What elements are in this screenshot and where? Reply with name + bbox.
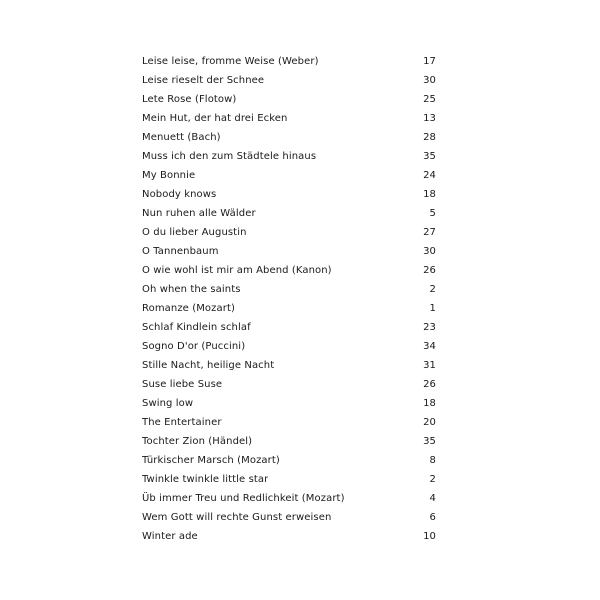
toc-entry-page-number: 10 bbox=[423, 531, 436, 542]
table-of-contents bbox=[142, 52, 436, 546]
toc-entry-page-number: 4 bbox=[429, 493, 436, 504]
toc-entry-title: O Tannenbaum bbox=[142, 246, 219, 257]
toc-entry bbox=[142, 527, 436, 546]
toc-entry-page-number: 30 bbox=[423, 246, 436, 257]
toc-entry-title: Twinkle twinkle little star bbox=[142, 474, 269, 485]
toc-entry bbox=[142, 90, 436, 109]
toc-entry-title: Menuett (Bach) bbox=[142, 132, 221, 143]
toc-entry bbox=[142, 223, 436, 242]
toc-entry bbox=[142, 318, 436, 337]
toc-entry-title: Schlaf Kindlein schlaf bbox=[142, 322, 251, 333]
toc-entry-page-number: 27 bbox=[423, 227, 436, 238]
toc-entry-title: Üb immer Treu und Redlichkeit (Mozart) bbox=[142, 493, 345, 504]
toc-entry-page-number: 23 bbox=[423, 322, 436, 333]
toc-entry-page-number: 2 bbox=[429, 474, 436, 485]
toc-entry-page-number: 2 bbox=[429, 284, 436, 295]
toc-entry-page-number: 26 bbox=[423, 265, 436, 276]
toc-entry-title: O du lieber Augustin bbox=[142, 227, 247, 238]
toc-entry-title: Wem Gott will rechte Gunst erweisen bbox=[142, 512, 332, 523]
toc-entry bbox=[142, 356, 436, 375]
toc-entry-page-number: 26 bbox=[423, 379, 436, 390]
toc-entry bbox=[142, 508, 436, 527]
toc-entry-title: O wie wohl ist mir am Abend (Kanon) bbox=[142, 265, 332, 276]
toc-entry-title: Muss ich den zum Städtele hinaus bbox=[142, 151, 317, 162]
toc-entry bbox=[142, 432, 436, 451]
toc-entry-page-number: 8 bbox=[429, 455, 436, 466]
toc-entry-page-number: 20 bbox=[423, 417, 436, 428]
toc-entry-title: Sogno D'or (Puccini) bbox=[142, 341, 246, 352]
toc-entry bbox=[142, 261, 436, 280]
toc-entry bbox=[142, 337, 436, 356]
toc-entry-page-number: 13 bbox=[423, 113, 436, 124]
toc-entry bbox=[142, 470, 436, 489]
toc-entry-title: Oh when the saints bbox=[142, 284, 241, 295]
toc-entry bbox=[142, 375, 436, 394]
toc-entry-title: Lete Rose (Flotow) bbox=[142, 94, 237, 105]
toc-entry bbox=[142, 166, 436, 185]
toc-entry-page-number: 34 bbox=[423, 341, 436, 352]
toc-entry bbox=[142, 489, 436, 508]
toc-entry-page-number: 1 bbox=[429, 303, 436, 314]
toc-entry bbox=[142, 280, 436, 299]
toc-entry bbox=[142, 204, 436, 223]
toc-entry bbox=[142, 185, 436, 204]
toc-entry-title: Winter ade bbox=[142, 531, 198, 542]
toc-entry-title: Nun ruhen alle Wälder bbox=[142, 208, 256, 219]
toc-entry-page-number: 28 bbox=[423, 132, 436, 143]
toc-entry-page-number: 18 bbox=[423, 398, 436, 409]
toc-entry bbox=[142, 394, 436, 413]
toc-entry-page-number: 30 bbox=[423, 75, 436, 86]
toc-entry-title: Suse liebe Suse bbox=[142, 379, 223, 390]
toc-entry-page-number: 18 bbox=[423, 189, 436, 200]
toc-entry-page-number: 6 bbox=[429, 512, 436, 523]
toc-entry bbox=[142, 147, 436, 166]
toc-entry-page-number: 25 bbox=[423, 94, 436, 105]
toc-entry-page-number: 35 bbox=[423, 436, 436, 447]
toc-entry bbox=[142, 413, 436, 432]
toc-entry-title: My Bonnie bbox=[142, 170, 196, 181]
toc-entry-title: Tochter Zion (Händel) bbox=[142, 436, 253, 447]
toc-entry bbox=[142, 71, 436, 90]
toc-entry bbox=[142, 109, 436, 128]
toc-entry-page-number: 17 bbox=[423, 56, 436, 67]
toc-entry-title: Türkischer Marsch (Mozart) bbox=[142, 455, 280, 466]
toc-entry-title: Romanze (Mozart) bbox=[142, 303, 235, 314]
toc-entry bbox=[142, 128, 436, 147]
toc-entry bbox=[142, 242, 436, 261]
toc-entry-title: Stille Nacht, heilige Nacht bbox=[142, 360, 275, 371]
toc-entry-title: The Entertainer bbox=[142, 417, 222, 428]
toc-entry-title: Leise rieselt der Schnee bbox=[142, 75, 265, 86]
toc-entry-page-number: 31 bbox=[423, 360, 436, 371]
toc-entry bbox=[142, 52, 436, 71]
toc-entry-title: Leise leise, fromme Weise (Weber) bbox=[142, 56, 319, 67]
toc-entry-title: Mein Hut, der hat drei Ecken bbox=[142, 113, 288, 124]
toc-entry-page-number: 35 bbox=[423, 151, 436, 162]
toc-entry-page-number: 24 bbox=[423, 170, 436, 181]
toc-entry-title: Nobody knows bbox=[142, 189, 217, 200]
toc-entry bbox=[142, 451, 436, 470]
toc-entry-page-number: 5 bbox=[429, 208, 436, 219]
toc-entry bbox=[142, 299, 436, 318]
toc-entry-title: Swing low bbox=[142, 398, 194, 409]
